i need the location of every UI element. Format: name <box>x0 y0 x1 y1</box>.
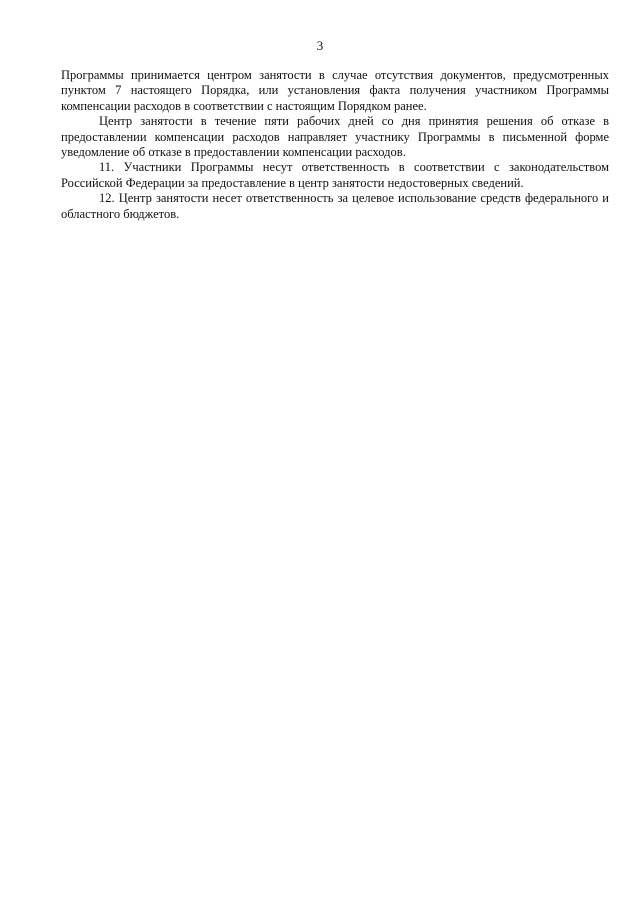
document-body <box>61 68 609 222</box>
paragraph-refusal-notice: Центр занятости в течение пяти рабочих дней со дня принятия решения об отказе в предоставлении компенсации расходов направляет участнику Программы в письменной форме уведомление об отказе в предоставлении компенсации расходов. <box>61 114 609 160</box>
paragraph-refusal-grounds: Программы принимается центром занятости в случае отсутствия документов, предусмотренных пунктом 7 настоящего Порядка, или установления факта получения участником Программы компенсации расходов в соответствии с настоящим Порядком ранее. <box>61 68 609 113</box>
page-number: 3 <box>316 38 324 53</box>
paragraph-item-12: 12. Центр занятости несет ответственность за целевое использование средств федерального и областного бюджетов. <box>61 191 609 221</box>
paragraph-item-11: 11. Участники Программы несут ответственность в соответствии с законодательством Российской Федерации за предоставление в центр занятости недостоверных сведений. <box>61 160 609 190</box>
